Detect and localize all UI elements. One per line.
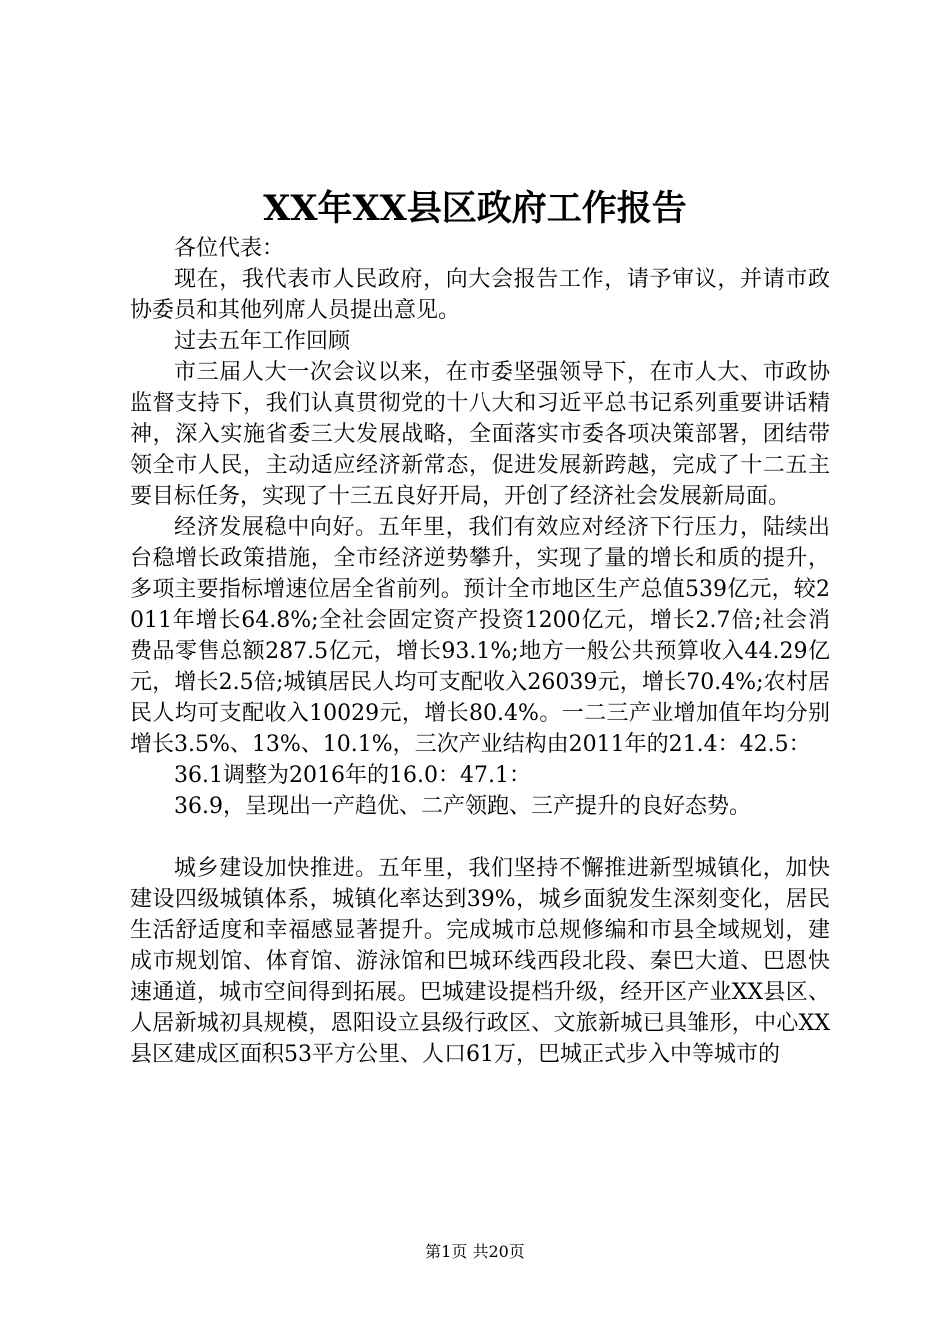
paragraph-structure-line-1: 36.1调整为2016年的16.0：47.1： [174, 763, 531, 788]
page-number-footer: 第1页 共20页 [425, 1242, 525, 1261]
page-title: XX年XX县区政府工作报告 [263, 188, 687, 229]
document-body [130, 233, 830, 1070]
paragraph-urban-rural: 城乡建设加快推进。五年里，我们坚持不懈推进新型城镇化，加快建设四级城镇体系，城镇化率达到39%，城乡面貌发生深刻变化，居民生活舒适度和幸福感显著提升。完成城市总规修编和市县全域规划，建成市规划馆、体育馆、游泳馆和巴城环线西段北段、秦巴大道、巴恩快速通道，城市空间得到拓展。巴城建设提档升级，经开区产业XX县区、人居新城初具规模，恩阳设立县级行政区、文旅新城已具雏形，中心XX县区建成区面积53平方公里、人口61万，巴城正式步入中等城市的 [130, 856, 830, 1067]
section-heading-review: 过去五年工作回顾 [174, 329, 351, 354]
paragraph-opening: 现在，我代表市人民政府，向大会报告工作，请予审议，并请市政协委员和其他列席人员提出意见。 [130, 267, 830, 323]
paragraph-structure-line-2: 36.9，呈现出一产趋优、二产领跑、三产提升的良好态势。 [174, 794, 751, 819]
paragraph-economy: 经济发展稳中向好。五年里，我们有效应对经济下行压力，陆续出台稳增长政策措施，全市经济逆势攀升，实现了量的增长和质的提升，多项主要指标增速位居全省前列。预计全市地区生产总值539亿元，较2011年增长64.8%;全社会固定资产投资1200亿元，增长2.7倍;社会消费品零售总额287.5亿元，增长93.1%;地方一般公共预算收入44.29亿元，增长2.5倍;城镇居民人均可支配收入26039元，增长70.4%;农村居民人均可支配收入10029元，增长80.4%。一二三产业增加值年均分别增长3.5%、13%、10.1%，三次产业结构由2011年的21.4：42.5： [130, 515, 830, 757]
paragraph-blank [130, 822, 830, 853]
paragraph-salutation: 各位代表： [174, 236, 285, 261]
paragraph-overview: 市三届人大一次会议以来，在市委坚强领导下，在市人大、市政协监督支持下，我们认真贯彻党的十八大和习近平总书记系列重要讲话精神，深入实施省委三大发展战略，全面落实市委各项决策部署，团结带领全市人民，主动适应经济新常态，促进发展新跨越，完成了十二五主要目标任务，实现了十三五良好开局，开创了经济社会发展新局面。 [130, 360, 830, 509]
